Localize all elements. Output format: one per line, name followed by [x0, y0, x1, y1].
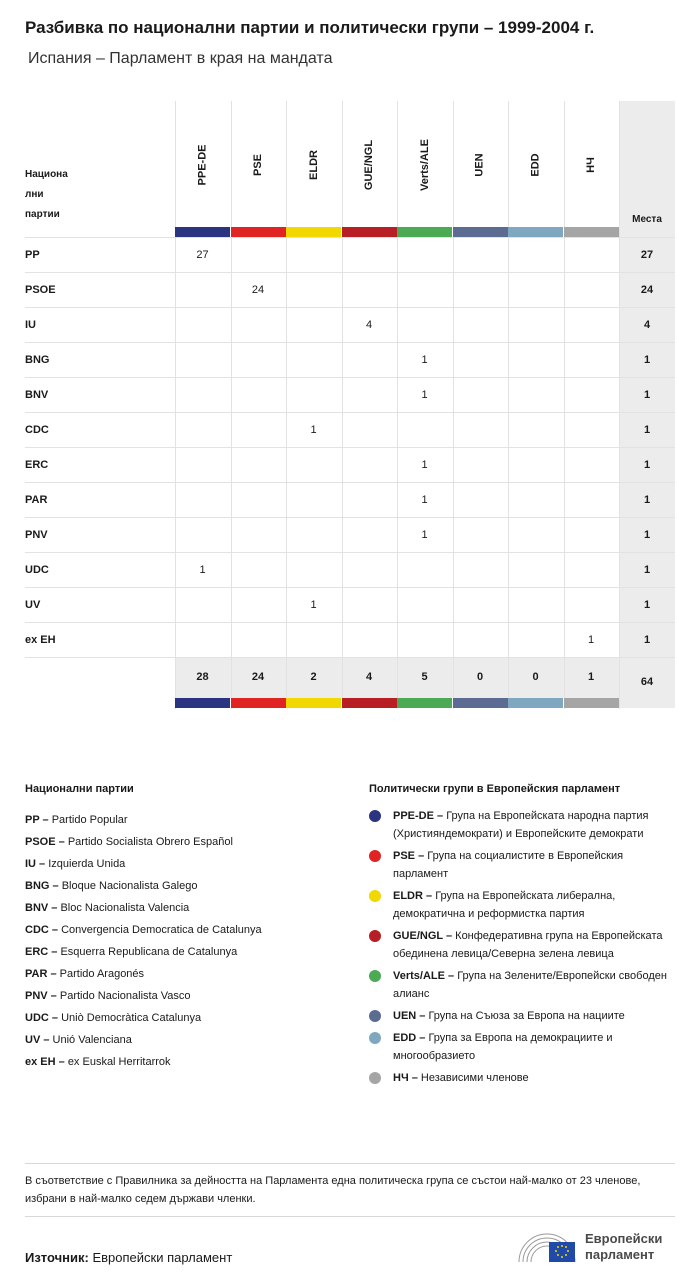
- parties-legend-heading: Национални партии: [25, 783, 134, 795]
- parliament-hemicycle-icon: [515, 1226, 579, 1266]
- group-color-bar-bottom: [453, 698, 508, 708]
- group-header-label: Verts/ALE: [418, 139, 431, 191]
- table-row: [25, 552, 675, 588]
- table-cell: 1: [421, 354, 428, 366]
- group-legend-desc: Група на Европейската либерална, демократична и реформистка партия: [393, 890, 616, 920]
- group-legend-abbr: ELDR –: [393, 890, 433, 902]
- group-color-dot: [369, 1010, 381, 1022]
- group-legend-desc: Група на социалистите в Европейския парламент: [393, 850, 624, 880]
- group-legend-abbr: EDD –: [393, 1032, 426, 1044]
- party-legend-abbr: CDC –: [25, 924, 59, 936]
- party-legend-name: Partido Popular: [51, 814, 128, 826]
- table-cell: 1: [199, 564, 206, 576]
- row-party-label: ERC: [25, 459, 49, 471]
- party-header-line: лни: [25, 189, 44, 200]
- table-row: [25, 412, 675, 448]
- row-party-label: PSOE: [25, 284, 56, 296]
- row-total: 1: [643, 459, 651, 471]
- group-legend-desc: Независими членове: [420, 1072, 529, 1084]
- table-row: [25, 517, 675, 553]
- group-color-dot: [369, 810, 381, 822]
- row-party-label: CDC: [25, 424, 49, 436]
- party-header-line: Национа: [25, 169, 68, 180]
- seats-column-header: Места: [632, 214, 662, 225]
- group-legend-abbr: PPE-DE –: [393, 810, 444, 822]
- group-color-bar-bottom: [508, 698, 563, 708]
- table-cell: 1: [587, 634, 595, 646]
- logo-line2: парламент: [585, 1247, 655, 1262]
- group-color-bar-bottom: [397, 698, 452, 708]
- row-party-label: UDC: [25, 564, 49, 576]
- party-legend-item: [25, 809, 345, 831]
- party-legend-abbr: PNV –: [25, 990, 57, 1002]
- row-party-label: ex EH: [25, 634, 56, 646]
- group-total: 0: [532, 671, 539, 683]
- table-cell: 24: [251, 284, 265, 296]
- party-legend-item: [25, 985, 345, 1007]
- row-party-label: BNV: [25, 389, 49, 401]
- party-legend-abbr: PSOE –: [25, 836, 65, 848]
- group-total: 24: [251, 671, 265, 683]
- row-party-label: UV: [25, 599, 41, 611]
- table-cell: 1: [421, 529, 428, 541]
- party-legend-abbr: PAR –: [25, 968, 57, 980]
- group-legend-abbr: PSE –: [393, 850, 425, 862]
- group-legend-item: [369, 927, 679, 963]
- group-legend-item: [369, 1007, 679, 1025]
- table-cell: 27: [196, 249, 209, 261]
- party-legend-abbr: IU –: [25, 858, 46, 870]
- group-legend-item: [369, 1069, 679, 1087]
- table-cell: 1: [310, 424, 317, 436]
- row-party-label: PP: [25, 249, 40, 261]
- group-legend-item: [369, 967, 679, 1003]
- group-legend-abbr: НЧ –: [393, 1072, 418, 1084]
- table-row: [25, 237, 675, 273]
- row-total: 1: [643, 599, 651, 611]
- group-header: [342, 115, 397, 215]
- groups-legend-heading: Политически групи в Европейския парламент: [369, 783, 621, 795]
- party-legend-item: [25, 1029, 345, 1051]
- group-color-bar: [175, 227, 230, 237]
- row-total: 1: [643, 389, 651, 401]
- table-cell: 1: [421, 494, 428, 506]
- group-color-dot: [369, 970, 381, 982]
- group-legend-abbr: UEN –: [393, 1010, 426, 1022]
- row-party-label: PNV: [25, 529, 48, 541]
- party-legend-name: Izquierda Unida: [48, 858, 126, 870]
- group-header-label: UEN: [473, 153, 486, 177]
- group-color-dot: [369, 890, 381, 902]
- group-color-dot: [369, 1072, 381, 1084]
- party-legend-name: Partido Nacionalista Vasco: [59, 990, 191, 1002]
- table-cell: 1: [421, 389, 428, 401]
- page-subtitle: Испания – Парламент в края на мандата: [28, 50, 333, 67]
- row-total: 24: [640, 284, 654, 296]
- party-legend-abbr: PP –: [25, 814, 49, 826]
- source-value: Европейски парламент: [92, 1250, 233, 1265]
- group-total: 0: [476, 671, 484, 683]
- group-color-bar-bottom: [175, 698, 230, 708]
- group-color-bar-bottom: [564, 698, 619, 708]
- group-total: 5: [421, 671, 428, 683]
- source-label: Източник:: [25, 1250, 89, 1265]
- group-color-bar: [286, 227, 341, 237]
- group-color-bar-bottom: [342, 698, 397, 708]
- table-cell: 1: [421, 459, 428, 471]
- party-legend-item: [25, 1007, 345, 1029]
- group-legend-abbr: Verts/ALE –: [393, 970, 455, 982]
- ep-logo: [515, 1226, 685, 1266]
- table-row: [25, 447, 675, 483]
- row-total: 1: [643, 494, 651, 506]
- party-legend-item: [25, 897, 345, 919]
- party-legend-name: Partido Socialista Obrero Español: [67, 836, 233, 848]
- table-row: [25, 307, 675, 343]
- group-color-dot: [369, 1032, 381, 1044]
- groups-legend: [369, 807, 679, 1091]
- group-legend-item: [369, 887, 679, 923]
- group-header: [453, 115, 508, 215]
- page-title: Разбивка по национални партии и политически групи – 1999-2004 г.: [25, 18, 595, 37]
- party-header-line: партии: [25, 209, 60, 220]
- group-legend-item: [369, 1029, 679, 1065]
- row-total: 1: [643, 634, 651, 646]
- group-legend-desc: Група на Съюза за Европа на нациите: [428, 1010, 625, 1022]
- group-legend-desc: Конфедеративна група на Европейската обединена левица/Северна зелена левица: [393, 930, 663, 960]
- table-row: [25, 272, 675, 308]
- group-header-label: GUE/NGL: [363, 139, 375, 191]
- party-legend-abbr: UDC –: [25, 1012, 59, 1024]
- group-header-label: EDD: [529, 153, 542, 177]
- party-legend-abbr: BNV –: [25, 902, 58, 914]
- party-legend-item: [25, 831, 345, 853]
- group-header-label: PSE: [251, 153, 264, 177]
- row-total: 1: [643, 354, 651, 366]
- group-color-bar: [231, 227, 286, 237]
- group-color-bar: [397, 227, 452, 237]
- group-total: 2: [310, 671, 317, 683]
- table-row: [25, 377, 675, 413]
- group-color-dot: [369, 930, 381, 942]
- source-line: [25, 1250, 232, 1265]
- group-legend-desc: Група за Европа на демокрациите и многообразието: [393, 1032, 613, 1062]
- row-party-label: PAR: [25, 494, 48, 506]
- party-legend-name: Uniò Democràtica Catalunya: [61, 1012, 202, 1024]
- group-header-label: PPE-DE: [196, 144, 209, 186]
- group-header: [564, 115, 619, 215]
- group-total: 28: [196, 671, 209, 683]
- group-total: 4: [365, 671, 373, 683]
- row-total: 1: [643, 564, 651, 576]
- party-legend-item: [25, 1051, 345, 1073]
- table-row: [25, 342, 675, 378]
- group-header: [286, 115, 341, 215]
- party-legend-abbr: ERC –: [25, 946, 58, 958]
- table-cell: 1: [310, 599, 317, 611]
- party-legend-item: [25, 941, 345, 963]
- group-header-label: ELDR: [307, 150, 320, 180]
- party-legend-name: Bloc Nacionalista Valencia: [60, 902, 190, 914]
- group-header: [175, 115, 230, 215]
- table-row: [25, 482, 675, 518]
- group-color-bar: [453, 227, 508, 237]
- party-legend-abbr: UV –: [25, 1034, 50, 1046]
- party-legend-name: Partido Aragonés: [59, 968, 145, 980]
- group-color-bar: [508, 227, 563, 237]
- table-row: [25, 622, 675, 658]
- table-cell: 4: [365, 319, 373, 331]
- party-legend-item: [25, 963, 345, 985]
- party-legend-name: Esquerra Republicana de Catalunya: [60, 946, 238, 958]
- group-header: [397, 115, 452, 215]
- group-total: 1: [587, 671, 595, 683]
- group-header-label: НЧ: [585, 157, 597, 173]
- group-color-bar-bottom: [231, 698, 286, 708]
- group-color-bar: [342, 227, 397, 237]
- group-header: [231, 115, 286, 215]
- row-total: 1: [643, 529, 651, 541]
- party-legend-item: [25, 919, 345, 941]
- seats-table: [25, 101, 675, 709]
- row-total: 4: [643, 319, 651, 331]
- party-column-header: [25, 165, 85, 225]
- group-legend-desc: Група на Зелените/Европейски свободен алианс: [393, 970, 667, 1000]
- group-color-bar-bottom: [286, 698, 341, 708]
- party-legend-abbr: BNG –: [25, 880, 59, 892]
- row-party-label: BNG: [25, 354, 50, 366]
- grand-total: 64: [640, 676, 654, 688]
- logo-line1: Европейски: [585, 1231, 663, 1246]
- group-legend-item: [369, 807, 679, 843]
- party-legend-name: Convergencia Democratica de Catalunya: [61, 924, 262, 936]
- party-legend-name: ex Euskal Herritarrok: [67, 1056, 171, 1068]
- footnote: В съответствие с Правилника за дейността на Парламента една политическа група се състои най-малко от 23 членове, избрани в най-малко седем държави членки.: [25, 1163, 675, 1217]
- group-legend-item: [369, 847, 679, 883]
- group-legend-abbr: GUE/NGL –: [393, 930, 453, 942]
- row-total: 1: [643, 424, 651, 436]
- group-color-dot: [369, 850, 381, 862]
- row-party-label: IU: [25, 319, 36, 331]
- group-legend-desc: Група на Европейската народна партия (Християндемократи) и Европейските демократи: [393, 810, 649, 840]
- party-legend-name: Bloque Nacionalista Galego: [61, 880, 198, 892]
- party-legend-name: Unió Valenciana: [52, 1034, 132, 1046]
- group-header: [508, 115, 563, 215]
- party-legend-item: [25, 853, 345, 875]
- party-legend-item: [25, 875, 345, 897]
- row-total: 27: [640, 249, 654, 261]
- group-color-bar: [564, 227, 619, 237]
- parties-legend: [25, 809, 345, 1073]
- table-row: [25, 587, 675, 623]
- party-legend-abbr: ex EH –: [25, 1056, 65, 1068]
